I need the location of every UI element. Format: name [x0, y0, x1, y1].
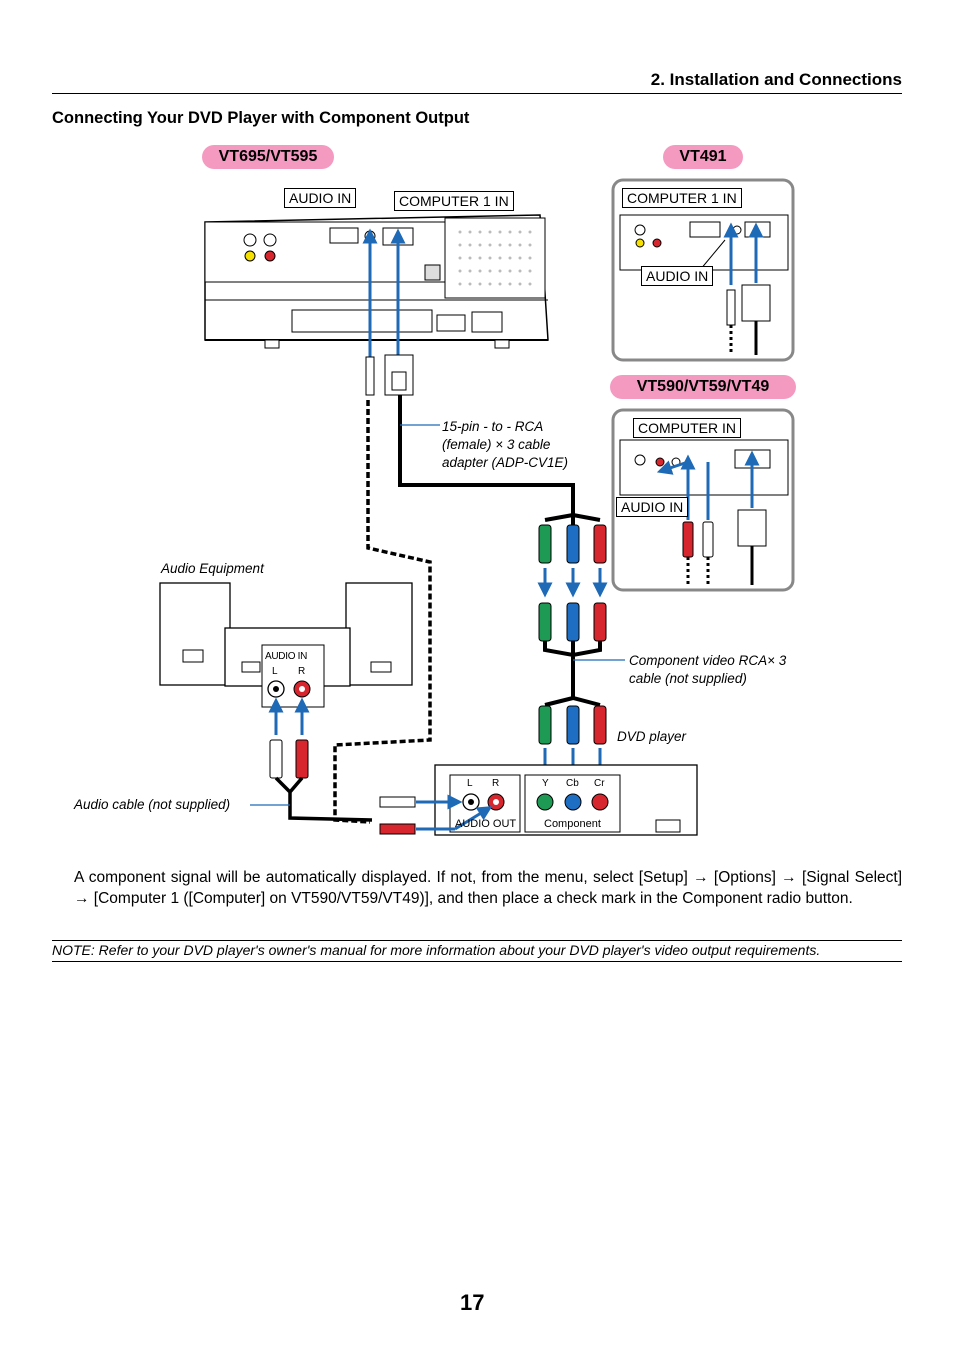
model-vt491-pill: VT491 [663, 145, 743, 169]
dvd-player [380, 765, 697, 835]
note-rule-bottom [52, 961, 902, 962]
audio-equipment-caption: Audio Equipment [161, 561, 264, 576]
component-cable-caption-line-1: Component video RCA× 3 [629, 653, 787, 668]
adapter-caption-line-2: (female) × 3 cable [442, 437, 551, 452]
vt590-computer-in-label: COMPUTER IN [633, 418, 741, 438]
instruction-paragraph: A component signal will be automatically displayed. If not, from the menu, select [Setup] → [Options] → [Signal Select] → [Computer 1 ([Computer] on VT590/VT59/VT49)], and then place a check mark in the Component radio button. [74, 869, 902, 907]
dvd-y-label: Y [542, 778, 549, 789]
vt491-audio-in-label: AUDIO IN [641, 266, 713, 286]
audio-eq-panel-right: R [298, 666, 306, 677]
audio-eq-panel-title: AUDIO IN [265, 651, 308, 662]
projector-main [205, 215, 548, 348]
model-vt590-pill: VT590/VT59/VT49 [610, 375, 796, 399]
audio-cable-caption: Audio cable (not supplied) [74, 797, 231, 812]
page-number: 17 [460, 1290, 485, 1315]
main-audio-in-label: AUDIO IN [284, 188, 356, 208]
dvd-component-label: Component [544, 818, 601, 830]
audio-equipment [160, 583, 412, 820]
component-cable-caption-line-2: cable (not supplied) [629, 671, 747, 686]
adapter-rca-plugs [539, 525, 606, 641]
adapter-caption-line-3: adapter (ADP-CV1E) [442, 455, 569, 470]
dvd-audio-right: R [492, 778, 500, 789]
section-title: 2. Installation and Connections [650, 70, 902, 89]
note-text: NOTE: Refer to your DVD player's owner's manual for more information about your DVD player's video output requirements. [52, 942, 821, 958]
adapter-caption-line-1: 15-pin - to - RCA [442, 419, 544, 434]
dvd-player-caption: DVD player [617, 729, 687, 744]
adapter-caption [442, 418, 568, 472]
component-cable [545, 641, 600, 705]
vt491-computer1-in-label: COMPUTER 1 IN [622, 188, 742, 208]
page-heading: Connecting Your DVD Player with Component Output [52, 109, 470, 127]
main-computer1-in-label: COMPUTER 1 IN [394, 191, 514, 211]
dvd-cr-label: Cr [594, 778, 605, 789]
dvd-cb-label: Cb [566, 778, 579, 789]
model-main-pill: VT695/VT595 [202, 145, 334, 169]
vt590-audio-in-label: AUDIO IN [616, 497, 688, 517]
component-cable-caption [629, 652, 786, 688]
dvd-audio-left: L [467, 778, 473, 789]
dvd-audio-out-label: AUDIO OUT [455, 818, 517, 830]
audio-eq-panel-left: L [272, 666, 278, 677]
note-rule-top [52, 940, 902, 941]
